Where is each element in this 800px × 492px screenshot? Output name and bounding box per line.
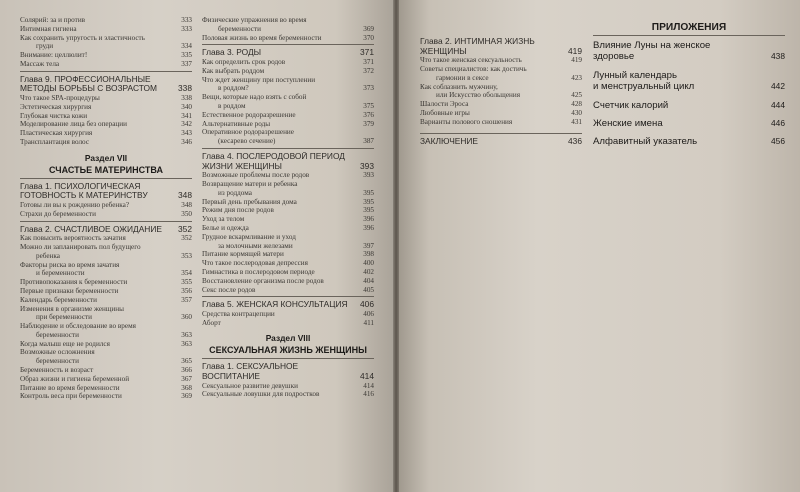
- toc-entry: [420, 83, 582, 92]
- toc-entry: [202, 390, 374, 399]
- toc-entry-title: Как повысить вероятность зачатия: [20, 234, 126, 243]
- toc-entry: [20, 25, 192, 34]
- toc-entry-title: Как выбрать роддом: [202, 66, 265, 75]
- toc-entry-title: Моделирование лица без операции: [20, 120, 127, 129]
- toc-entry: [20, 322, 192, 331]
- toc-entry-page: 414: [363, 381, 374, 390]
- toc-entry-page: 379: [363, 119, 374, 128]
- appendix-page: 444: [771, 99, 785, 110]
- toc-entry-title: Сексуальное развитие девушки: [202, 381, 298, 390]
- toc-entry-title: Что такое SPA-процедуры: [20, 93, 100, 102]
- toc-entry: [202, 198, 374, 207]
- toc-entry: [202, 128, 374, 137]
- toc-entry-title: Возможные осложнения: [20, 348, 95, 357]
- toc-entry-title: Внимание: целлюлит!: [20, 51, 88, 60]
- chapter-heading: Глава 2. ИНТИМНАЯ ЖИЗНЬ ЖЕНЩИНЫ 419: [420, 37, 582, 56]
- toc-entry-title: Массаж тела: [20, 59, 60, 68]
- appendices-heading: ПРИЛОЖЕНИЯ: [651, 22, 727, 33]
- appendix-entry: [593, 70, 785, 93]
- toc-entry-page: 419: [571, 56, 582, 65]
- toc-entry-page: 346: [181, 137, 192, 146]
- toc-entry-page: 395: [363, 188, 374, 197]
- toc-entry-title: при беременности: [36, 313, 93, 322]
- toc-entry-page: 376: [363, 110, 374, 119]
- toc-entry-page: 425: [571, 91, 582, 100]
- toc-entry-title: Образ жизни и гигиена беременной: [20, 374, 130, 383]
- toc-entry-title: Эстетическая хирургия: [20, 102, 92, 111]
- toc-entry: [20, 210, 192, 219]
- toc-entry-page: 416: [363, 390, 374, 399]
- toc-column-1: [20, 16, 192, 401]
- toc-entry-title: Беременность и возраст: [20, 366, 94, 375]
- appendix-entry: [593, 40, 785, 63]
- section-heading: Раздел VII СЧАСТЬЕ МАТЕРИНСТВА: [49, 152, 163, 175]
- toc-entry-page: 353: [181, 251, 192, 260]
- toc-entry-list: [20, 94, 192, 147]
- toc-entry: [202, 93, 374, 102]
- toc-entry: [420, 100, 582, 109]
- toc-entry-title: ребенка: [36, 251, 60, 260]
- toc-entry-page: 342: [181, 120, 192, 129]
- toc-entry-page: 333: [181, 24, 192, 33]
- toc-entry: [20, 51, 192, 60]
- toc-entry-title: Физические упражнения во время: [202, 16, 307, 24]
- toc-entry: [20, 287, 192, 296]
- toc-entry: [202, 310, 374, 319]
- chapter-rule: [202, 148, 374, 149]
- toc-entry-title: Грудное вскармливание и уход: [202, 232, 296, 241]
- toc-entry-page: 395: [363, 206, 374, 215]
- toc-entry-page: 352: [181, 234, 192, 243]
- toc-entry-title: в роддом?: [218, 84, 249, 93]
- conclusion-heading: ЗАКЛЮЧЕНИЕ 436: [420, 135, 582, 146]
- toc-entry-page: 431: [571, 117, 582, 126]
- toc-entry: [202, 120, 374, 129]
- toc-entry-page: 395: [363, 197, 374, 206]
- toc-entry: [202, 224, 374, 233]
- toc-entry: [20, 42, 192, 51]
- toc-entry-title: и беременности: [36, 269, 85, 278]
- toc-entry-page: 363: [181, 330, 192, 339]
- toc-entry-page: 375: [363, 101, 374, 110]
- toc-entry-page: 404: [363, 276, 374, 285]
- toc-entry-title: Гимнастика в послеродовом периоде: [202, 267, 315, 276]
- toc-entry-page: 373: [363, 84, 374, 93]
- toc-entry-page: 338: [181, 93, 192, 102]
- toc-entry: [20, 375, 192, 384]
- toc-entry: [20, 296, 192, 305]
- toc-entry-title: Режим дня после родов: [202, 206, 274, 215]
- toc-entry: [202, 189, 374, 198]
- toc-entry: [20, 331, 192, 340]
- toc-entry-page: 333: [181, 16, 192, 24]
- appendix-title: Женские имена: [593, 118, 663, 130]
- chapter-heading: Глава 4. ПОСЛЕРОДОВОЙ ПЕРИОД ЖИЗНИ ЖЕНЩИНЫ 393: [202, 151, 374, 171]
- toc-entry: [202, 382, 374, 391]
- toc-entry-title: Белье и одежда: [202, 223, 249, 232]
- toc-entry-title: Уход за телом: [202, 215, 245, 224]
- toc-entry-title: беременности: [36, 330, 79, 339]
- toc-entry: [20, 313, 192, 322]
- appendix-entry: [593, 118, 785, 129]
- chapter-rule: [420, 133, 582, 134]
- toc-entry: [20, 103, 192, 112]
- toc-entry: [20, 34, 192, 43]
- toc-entry-page: 406: [363, 309, 374, 318]
- appendix-list: [593, 40, 785, 148]
- toc-entry: [202, 180, 374, 189]
- toc-entry-page: 370: [363, 33, 374, 42]
- toc-entry-title: Что такое послеродовая депрессия: [202, 259, 308, 268]
- book-gutter: [393, 0, 399, 492]
- toc-entry-title: Готовы ли вы к рождению ребенка?: [20, 200, 130, 209]
- toc-entry-page: 366: [181, 366, 192, 375]
- toc-entry-title: Как определить срок родов: [202, 57, 286, 66]
- toc-entry: [20, 278, 192, 287]
- toc-entry-page: 398: [363, 250, 374, 259]
- chapter-rule: [20, 71, 192, 72]
- toc-column-3: [420, 34, 582, 146]
- toc-entry-page: 334: [181, 42, 192, 51]
- toc-entry-title: Трансплантация волос: [20, 137, 90, 146]
- toc-entry-title: Любовные игры: [420, 108, 470, 117]
- toc-entry-list: [202, 382, 374, 400]
- toc-entry-page: 355: [181, 278, 192, 287]
- chapter-rule: [202, 358, 374, 359]
- toc-entry-title: Восстановление организма после родов: [202, 276, 324, 285]
- toc-entry: [202, 242, 374, 251]
- toc-entry: [20, 234, 192, 243]
- toc-entry-title: беременности: [36, 357, 79, 366]
- toc-entry-page: 348: [181, 200, 192, 209]
- chapter-heading: Глава 3. РОДЫ 371: [202, 47, 374, 58]
- toc-entry-page: 372: [363, 66, 374, 75]
- toc-entry: [20, 129, 192, 138]
- toc-entry-page: 365: [181, 357, 192, 366]
- toc-entry-title: Альтернативные роды: [202, 119, 271, 128]
- toc-entry-page: 400: [363, 259, 374, 268]
- toc-entry-title: из роддома: [218, 188, 252, 197]
- toc-entry-page: 397: [363, 241, 374, 250]
- toc-entry-title: Сексуальные ловушки для подростков: [202, 390, 320, 399]
- toc-entry: [202, 171, 374, 180]
- toc-entry: [202, 16, 374, 25]
- toc-entry: [20, 252, 192, 261]
- toc-entry: [202, 250, 374, 259]
- toc-entry: [20, 366, 192, 375]
- toc-entry: [20, 16, 192, 25]
- appendix-title: Алфавитный указатель: [593, 136, 698, 148]
- toc-entry: [420, 118, 582, 127]
- toc-entry: [202, 286, 374, 295]
- toc-entry: [420, 91, 582, 100]
- chapter-rule: [593, 35, 785, 36]
- toc-entry-title: Солярий: за и против: [20, 16, 86, 24]
- toc-entry-title: Оперативное родоразрешение: [202, 128, 294, 137]
- toc-entry-page: 402: [363, 267, 374, 276]
- toc-entry-page: 367: [181, 374, 192, 383]
- toc-entry-title: Шалости Эроса: [420, 100, 469, 109]
- toc-entry: [202, 137, 374, 146]
- toc-entry-title: Питание во время беременности: [20, 383, 120, 392]
- appendix-entry: [593, 100, 785, 111]
- toc-entry-title: Страхи до беременности: [20, 209, 96, 218]
- toc-entry-list: [202, 16, 374, 42]
- toc-entry: [202, 215, 374, 224]
- appendix-title: Влияние Луны на женское здоровье: [593, 40, 711, 63]
- toc-entry: [20, 269, 192, 278]
- toc-entry-title: (кесарево сечение): [218, 137, 276, 146]
- toc-entry-page: 411: [363, 318, 374, 327]
- appendix-title: Лунный календарь и менструальный цикл: [593, 69, 695, 93]
- toc-entry-title: Как сохранить упругость и эластичность: [20, 33, 145, 42]
- chapter-heading: Глава 1. ПСИХОЛОГИЧЕСКАЯ ГОТОВНОСТЬ К МАТЕРИНСТВУ 348: [20, 181, 192, 201]
- toc-column-2: [202, 16, 374, 399]
- toc-entry-page: 423: [571, 73, 582, 82]
- toc-entry: [20, 340, 192, 349]
- toc-entry: [20, 384, 192, 393]
- toc-entry: [202, 259, 374, 268]
- toc-entry-title: Первый день пребывания дома: [202, 197, 297, 206]
- toc-entry-title: Питание кормящей матери: [202, 250, 284, 259]
- toc-entry-page: 396: [363, 223, 374, 232]
- toc-entry: [202, 84, 374, 93]
- toc-entry: [20, 261, 192, 270]
- toc-entry-page: 357: [181, 295, 192, 304]
- toc-entry-page: 337: [181, 59, 192, 68]
- toc-entry-list: [202, 171, 374, 294]
- appendix-entry: [593, 136, 785, 147]
- toc-entry-page: 428: [571, 100, 582, 109]
- toc-entry-page: 393: [363, 171, 374, 180]
- toc-entry-page: 335: [181, 51, 192, 60]
- toc-entry-page: 368: [181, 383, 192, 392]
- toc-entry: [202, 25, 374, 34]
- chapter-rule: [202, 296, 374, 297]
- toc-entry-title: за молочными железами: [218, 241, 293, 250]
- toc-entry: [202, 58, 374, 67]
- toc-entry-title: груди: [36, 42, 54, 51]
- toc-entry: [20, 112, 192, 121]
- toc-entry-title: Изменения в организме женщины: [20, 304, 124, 313]
- toc-entry-page: 350: [181, 209, 192, 218]
- toc-entry: [20, 243, 192, 252]
- toc-entry-title: Аборт: [202, 318, 221, 327]
- toc-entry: [20, 357, 192, 366]
- toc-entry-title: Наблюдение и обследование во время: [20, 322, 136, 331]
- toc-entry-title: Советы специалистов: как достичь: [420, 64, 527, 73]
- toc-entry: [202, 111, 374, 120]
- toc-entry: [202, 67, 374, 76]
- toc-entry-page: 360: [181, 313, 192, 322]
- toc-entry: [202, 102, 374, 111]
- toc-entry-list: [20, 234, 192, 401]
- toc-entry-title: Возможные проблемы после родов: [202, 171, 310, 180]
- toc-entry-title: Средства контрацепции: [202, 309, 275, 318]
- toc-entry-title: Как соблазнить мужчину,: [420, 82, 498, 91]
- toc-entry-title: Возвращение матери и ребенка: [202, 179, 298, 188]
- toc-entry-list: [202, 310, 374, 328]
- toc-entry-title: Глубокая чистка кожи: [20, 111, 88, 120]
- appendix-title: Счетчик калорий: [593, 99, 669, 111]
- toc-entry-title: Контроль веса при беременности: [20, 392, 122, 401]
- chapter-heading: Глава 5. ЖЕНСКАЯ КОНСУЛЬТАЦИЯ 406: [202, 299, 374, 310]
- chapter-rule: [20, 178, 192, 179]
- toc-entry-list: [20, 201, 192, 219]
- chapter-heading: Глава 1. СЕКСУАЛЬНОЕ ВОСПИТАНИЕ 414: [202, 362, 374, 382]
- toc-entry-title: гармонии в сексе: [436, 73, 489, 82]
- toc-entry-title: Пластическая хирургия: [20, 129, 93, 138]
- toc-entry-page: 363: [181, 339, 192, 348]
- chapter-heading: Глава 9. ПРОФЕССИОНАЛЬНЫЕ МЕТОДЫ БОРЬБЫ С ВОЗРАСТОМ 338: [20, 74, 192, 94]
- toc-entry-page: 343: [181, 129, 192, 138]
- toc-entry: [20, 60, 192, 69]
- toc-entry: [420, 74, 582, 83]
- toc-entry-page: 341: [181, 111, 192, 120]
- toc-entry-title: Естественное родоразрешение: [202, 110, 296, 119]
- toc-entry: [20, 138, 192, 147]
- toc-entry-title: Можно ли запланировать пол будущего: [20, 242, 141, 251]
- toc-entry-title: Что такое женская сексуальность: [420, 56, 522, 65]
- toc-entry-page: 369: [363, 24, 374, 33]
- toc-entry-title: Секс после родов: [202, 285, 256, 294]
- appendix-page: 438: [771, 51, 785, 62]
- chapter-rule: [202, 44, 374, 45]
- section-heading: Раздел VIII СЕКСУАЛЬНАЯ ЖИЗНЬ ЖЕНЩИНЫ: [209, 333, 367, 356]
- toc-entry-title: Противопоказания к беременности: [20, 278, 128, 287]
- toc-entry: [20, 392, 192, 401]
- toc-entry-page: 396: [363, 215, 374, 224]
- toc-entry: [202, 76, 374, 85]
- toc-entry: [20, 348, 192, 357]
- toc-entry-list: [20, 16, 192, 69]
- toc-entry-page: 354: [181, 269, 192, 278]
- toc-entry-title: беременности: [218, 24, 261, 33]
- toc-entry-title: Первые признаки беременности: [20, 286, 119, 295]
- toc-entry: [20, 120, 192, 129]
- toc-entry: [202, 319, 374, 328]
- toc-entry-title: Когда малыш еще не родился: [20, 339, 110, 348]
- toc-column-4: [593, 22, 785, 155]
- toc-entry: [420, 56, 582, 65]
- toc-entry: [20, 201, 192, 210]
- toc-entry-title: в роддом: [218, 101, 246, 110]
- toc-entry: [20, 305, 192, 314]
- toc-entry-page: 430: [571, 108, 582, 117]
- toc-entry-title: Интимная гигиена: [20, 24, 77, 33]
- toc-entry-title: Вещи, которые надо взять с собой: [202, 93, 307, 102]
- toc-entry-title: Половая жизнь во время беременности: [202, 33, 322, 42]
- appendix-page: 446: [771, 118, 785, 129]
- toc-entry-page: 405: [363, 285, 374, 294]
- appendix-page: 442: [771, 81, 785, 92]
- toc-entry-page: 371: [363, 57, 374, 66]
- toc-entry-page: 356: [181, 286, 192, 295]
- toc-entry: [20, 94, 192, 103]
- chapter-rule: [20, 221, 192, 222]
- toc-entry-title: Варианты полового сношения: [420, 117, 513, 126]
- toc-entry-page: 340: [181, 102, 192, 111]
- toc-entry: [202, 233, 374, 242]
- appendix-page: 456: [771, 136, 785, 147]
- toc-entry-page: 387: [363, 137, 374, 146]
- toc-entry: [202, 268, 374, 277]
- toc-entry-list: [202, 58, 374, 146]
- toc-entry-title: Календарь беременности: [20, 295, 98, 304]
- toc-entry-title: Факторы риска во время зачатия: [20, 260, 120, 269]
- toc-entry-title: Что ждет женщину при поступлении: [202, 75, 316, 84]
- toc-entry: [420, 109, 582, 118]
- toc-entry: [202, 34, 374, 43]
- toc-entry: [202, 277, 374, 286]
- chapter-heading: Глава 2. СЧАСТЛИВОЕ ОЖИДАНИЕ 352: [20, 223, 192, 234]
- toc-entry: [420, 65, 582, 74]
- toc-entry-list: [420, 56, 582, 126]
- toc-entry-page: 369: [181, 392, 192, 401]
- toc-entry: [202, 206, 374, 215]
- toc-entry-title: или Искусство обольщения: [436, 91, 521, 100]
